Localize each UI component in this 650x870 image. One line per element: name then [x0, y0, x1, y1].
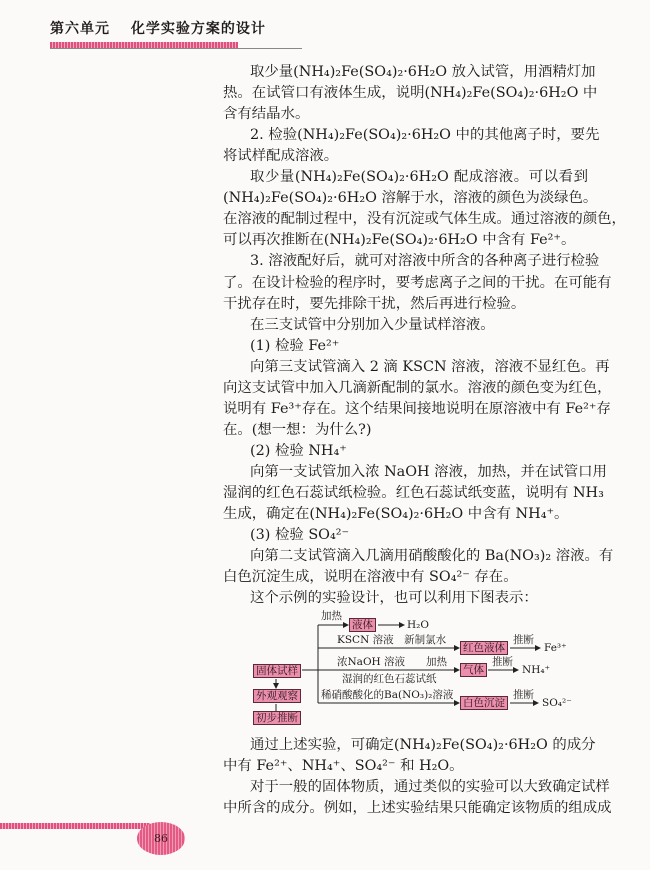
footer-stripe	[0, 823, 150, 829]
page-number: 86	[154, 832, 168, 845]
body-line: 含有结晶水。	[223, 106, 310, 123]
label-nh4: NH₄⁺	[522, 664, 551, 676]
body-line: 中有 Fe²⁺、NH₄⁺、SO₄²⁻ 和 H₂O。	[223, 758, 464, 774]
body-line: 向第一支试管加入浓 NaOH 溶液，加热，并在试管口用	[250, 463, 607, 480]
box-initial-inference: 初步推断	[253, 711, 301, 725]
label-litmus: 湿润的红色石蕊试纸	[342, 673, 437, 685]
body-line: 向这支试管中加入几滴新配制的氯水。溶液的颜色变为红色，	[223, 379, 612, 396]
box-solid-sample: 固体试样	[253, 664, 301, 678]
box-white-precipitate: 白色沉淀	[460, 696, 508, 710]
body-line: 可以再次推断在(NH₄)₂Fe(SO₄)₂·6H₂O 中含有 Fe²⁺。	[223, 232, 576, 249]
body-line: 中所含的成分。例如，上述实验结果只能确定该物质的组成成	[223, 800, 612, 816]
body-line: 向第三支试管滴入 2 滴 KSCN 溶液，溶液不显红色。再	[250, 358, 610, 375]
label-heat: 加热	[321, 610, 342, 622]
body-line: 将试样配成溶液。	[223, 148, 339, 165]
label-infer-2: 推断	[492, 656, 513, 668]
body-line: 白色沉淀生成，说明在溶液中有 SO₄²⁻ 存在。	[223, 569, 518, 586]
body-line: (3) 检验 SO₄²⁻	[250, 527, 350, 544]
body-line: 在溶液的配制过程中，没有沉淀或气体生成。通过溶液的颜色，	[223, 211, 626, 228]
unit-header	[50, 18, 266, 38]
body-line: 2. 检验(NH₄)₂Fe(SO₄)₂·6H₂O 中的其他离子时，要先	[250, 127, 600, 144]
label-fe3: Fe³⁺	[544, 642, 567, 654]
body-line: 通过上述实验，可确定(NH₄)₂Fe(SO₄)₂·6H₂O 的成分	[250, 737, 596, 753]
body-line: 湿润的红色石蕊试纸检验。红色石蕊试纸变蓝，说明有 NH₃	[223, 485, 604, 501]
body-line: 取少量(NH₄)₂Fe(SO₄)₂·6H₂O 配成溶液。可以看到	[250, 169, 588, 186]
body-line: 热。在试管口有液体生成，说明(NH₄)₂Fe(SO₄)₂·6H₂O 中	[223, 85, 598, 102]
unit-title: 化学实验方案的设计	[130, 21, 266, 37]
label-infer-1: 推断	[513, 634, 534, 646]
body-line: (NH₄)₂Fe(SO₄)₂·6H₂O 溶解于水，溶液的颜色为淡绿色。	[223, 190, 598, 207]
body-line: 这个示例的实验设计，也可以利用下图表示：	[250, 590, 538, 607]
body-line: 向第二支试管滴入几滴用硝酸酸化的 Ba(NO₃)₂ 溶液。有	[250, 548, 614, 565]
unit-label: 第六单元	[50, 21, 110, 37]
box-gas: 气体	[460, 663, 487, 677]
body-line: 了。在设计检验的程序时，要考虑离子之间的干扰。在可能有	[223, 274, 612, 291]
box-liquid: 液体	[349, 618, 376, 632]
header-rule	[50, 48, 302, 49]
body-line: 干扰存在时，要先排除干扰，然后再进行检验。	[223, 295, 526, 312]
box-red-liquid: 红色液体	[460, 641, 508, 655]
label-so4: SO₄²⁻	[542, 697, 572, 709]
label-water: H₂O	[407, 619, 429, 631]
body-line: 取少量(NH₄)₂Fe(SO₄)₂·6H₂O 放入试管，用酒精灯加	[250, 64, 596, 80]
body-line: 在三支试管中分别加入少量试样溶液。	[250, 316, 495, 333]
label-infer-3: 推断	[513, 689, 534, 701]
body-line: 生成，确定在(NH₄)₂Fe(SO₄)₂·6H₂O 中含有 NH₄⁺。	[223, 506, 569, 523]
label-reagent-naoh: 浓NaOH 溶液 加热	[337, 656, 448, 668]
box-observe: 外观观察	[253, 689, 301, 703]
body-line: (2) 检验 NH₄⁺	[250, 442, 347, 459]
body-line: 3. 溶液配好后，就可对溶液中所含的各种离子进行检验	[250, 253, 600, 270]
body-line: 对于一般的固体物质，通过类似的实验可以大致确定试样	[250, 779, 610, 795]
label-reagent-kscn: KSCN 溶液 新制氯水	[337, 634, 447, 646]
body-line: 在。(想一想：为什么?)	[223, 421, 372, 438]
body-line: (1) 检验 Fe²⁺	[250, 337, 340, 354]
body-line: 说明有 Fe³⁺存在。这个结果间接地说明在原溶液中有 Fe²⁺存	[223, 400, 611, 417]
label-reagent-bano3: 稀硝酸酸化的Ba(NO₃)₂溶液	[321, 689, 454, 701]
